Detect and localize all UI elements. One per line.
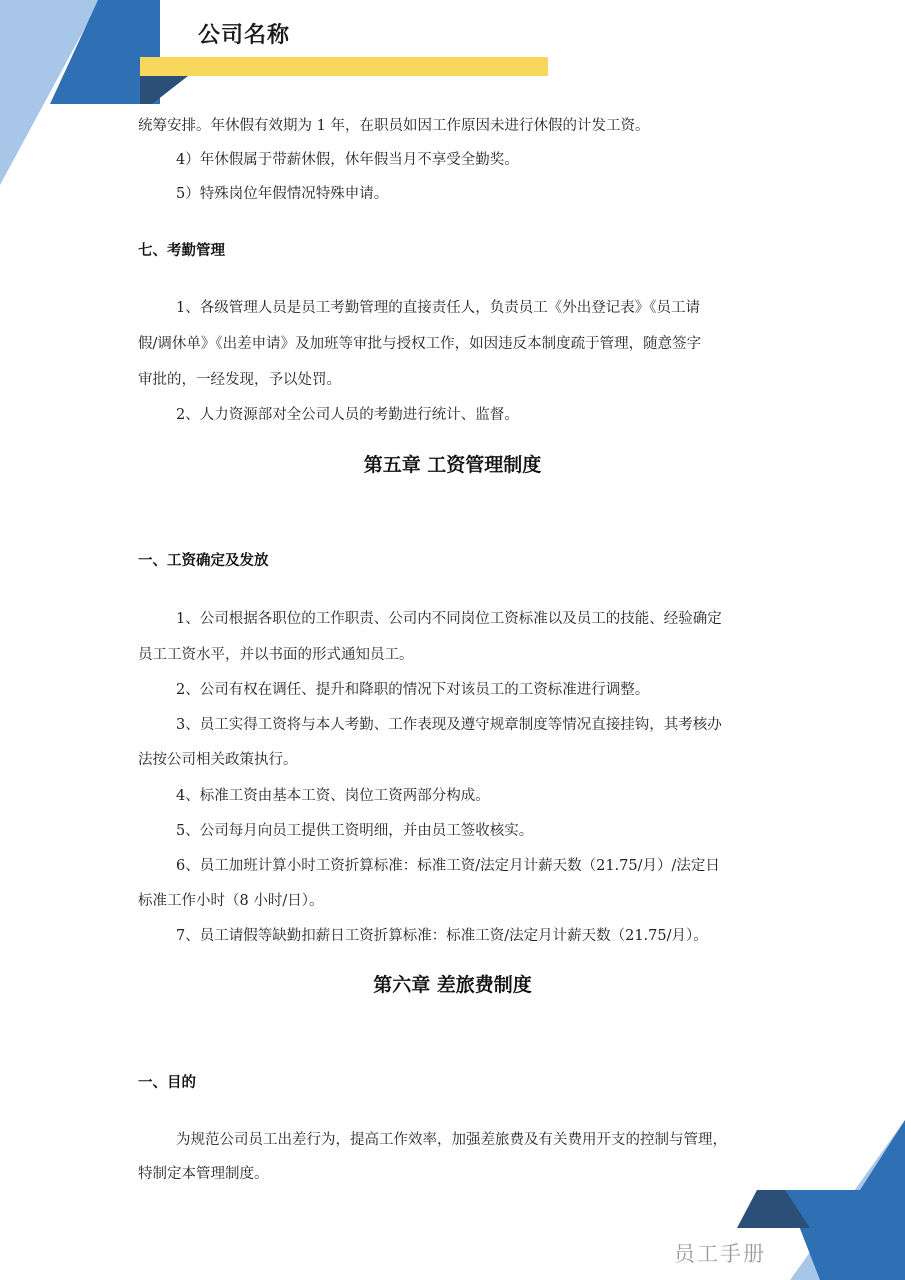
paragraph-line: 1、公司根据各职位的工作职责、公司内不同岗位工资标准以及员工的技能、经验确定 xyxy=(176,611,722,627)
paragraph-line: 审批的，一经发现，予以处罚。 xyxy=(138,372,341,388)
paragraph-line: 4、标准工资由基本工资、岗位工资两部分构成。 xyxy=(176,788,490,804)
paragraph-line: 法按公司相关政策执行。 xyxy=(138,752,298,768)
paragraph-line: 为规范公司员工出差行为，提高工作效率，加强差旅费及有关费用开支的控制与管理， xyxy=(176,1132,727,1148)
section-heading: 一、工资确定及发放 xyxy=(138,553,269,569)
paragraph-line: 员工工资水平，并以书面的形式通知员工。 xyxy=(138,647,414,663)
paragraph-line: 2、公司有权在调任、提升和降职的情况下对该员工的工资标准进行调整。 xyxy=(176,682,650,698)
paragraph-line: 7、员工请假等缺勤扣薪日工资折算标准：标准工资/法定月计薪天数（21.75/月）。 xyxy=(176,928,708,944)
chapter-title: 第五章 工资管理制度 xyxy=(363,454,542,476)
paragraph-line: 4）年休假属于带薪休假，休年假当月不享受全勤奖。 xyxy=(176,152,519,168)
section-heading: 一、目的 xyxy=(138,1075,196,1091)
paragraph-line: 6、员工加班计算小时工资折算标准：标准工资/法定月计薪天数（21.75/月）/法定日 xyxy=(176,858,720,874)
header-yellow-bar xyxy=(140,57,548,76)
company-name: 公司名称 xyxy=(198,23,291,48)
navy-triangle xyxy=(140,76,188,104)
paragraph-line: 2、人力资源部对全公司人员的考勤进行统计、监督。 xyxy=(176,407,519,423)
paragraph-line: 5）特殊岗位年假情况特殊申请。 xyxy=(176,186,389,202)
paragraph-line: 假/调休单》《出差申请》及加班等审批与授权工作，如因违反本制度疏于管理，随意签字 xyxy=(138,336,702,352)
paragraph-line: 统筹安排。年休假有效期为 1 年，在职员如因工作原因未进行休假的计发工资。 xyxy=(138,118,650,134)
paragraph-line: 特制定本管理制度。 xyxy=(138,1166,269,1182)
paragraph-line: 5、公司每月向员工提供工资明细，并由员工签收核实。 xyxy=(176,823,534,839)
paragraph-line: 标准工作小时（8 小时/日）。 xyxy=(138,893,324,909)
paragraph-line: 1、各级管理人员是员工考勤管理的直接责任人，负责员工《外出登记表》《员工请 xyxy=(176,300,700,316)
bottom-blue-shape xyxy=(785,1120,905,1280)
chapter-title: 第六章 差旅费制度 xyxy=(373,974,532,996)
paragraph-line: 3、员工实得工资将与本人考勤、工作表现及遵守规章制度等情况直接挂钩，其考核办 xyxy=(176,717,722,733)
section-heading: 七、考勤管理 xyxy=(138,243,225,259)
footer-label: 员工手册 xyxy=(674,1242,766,1266)
